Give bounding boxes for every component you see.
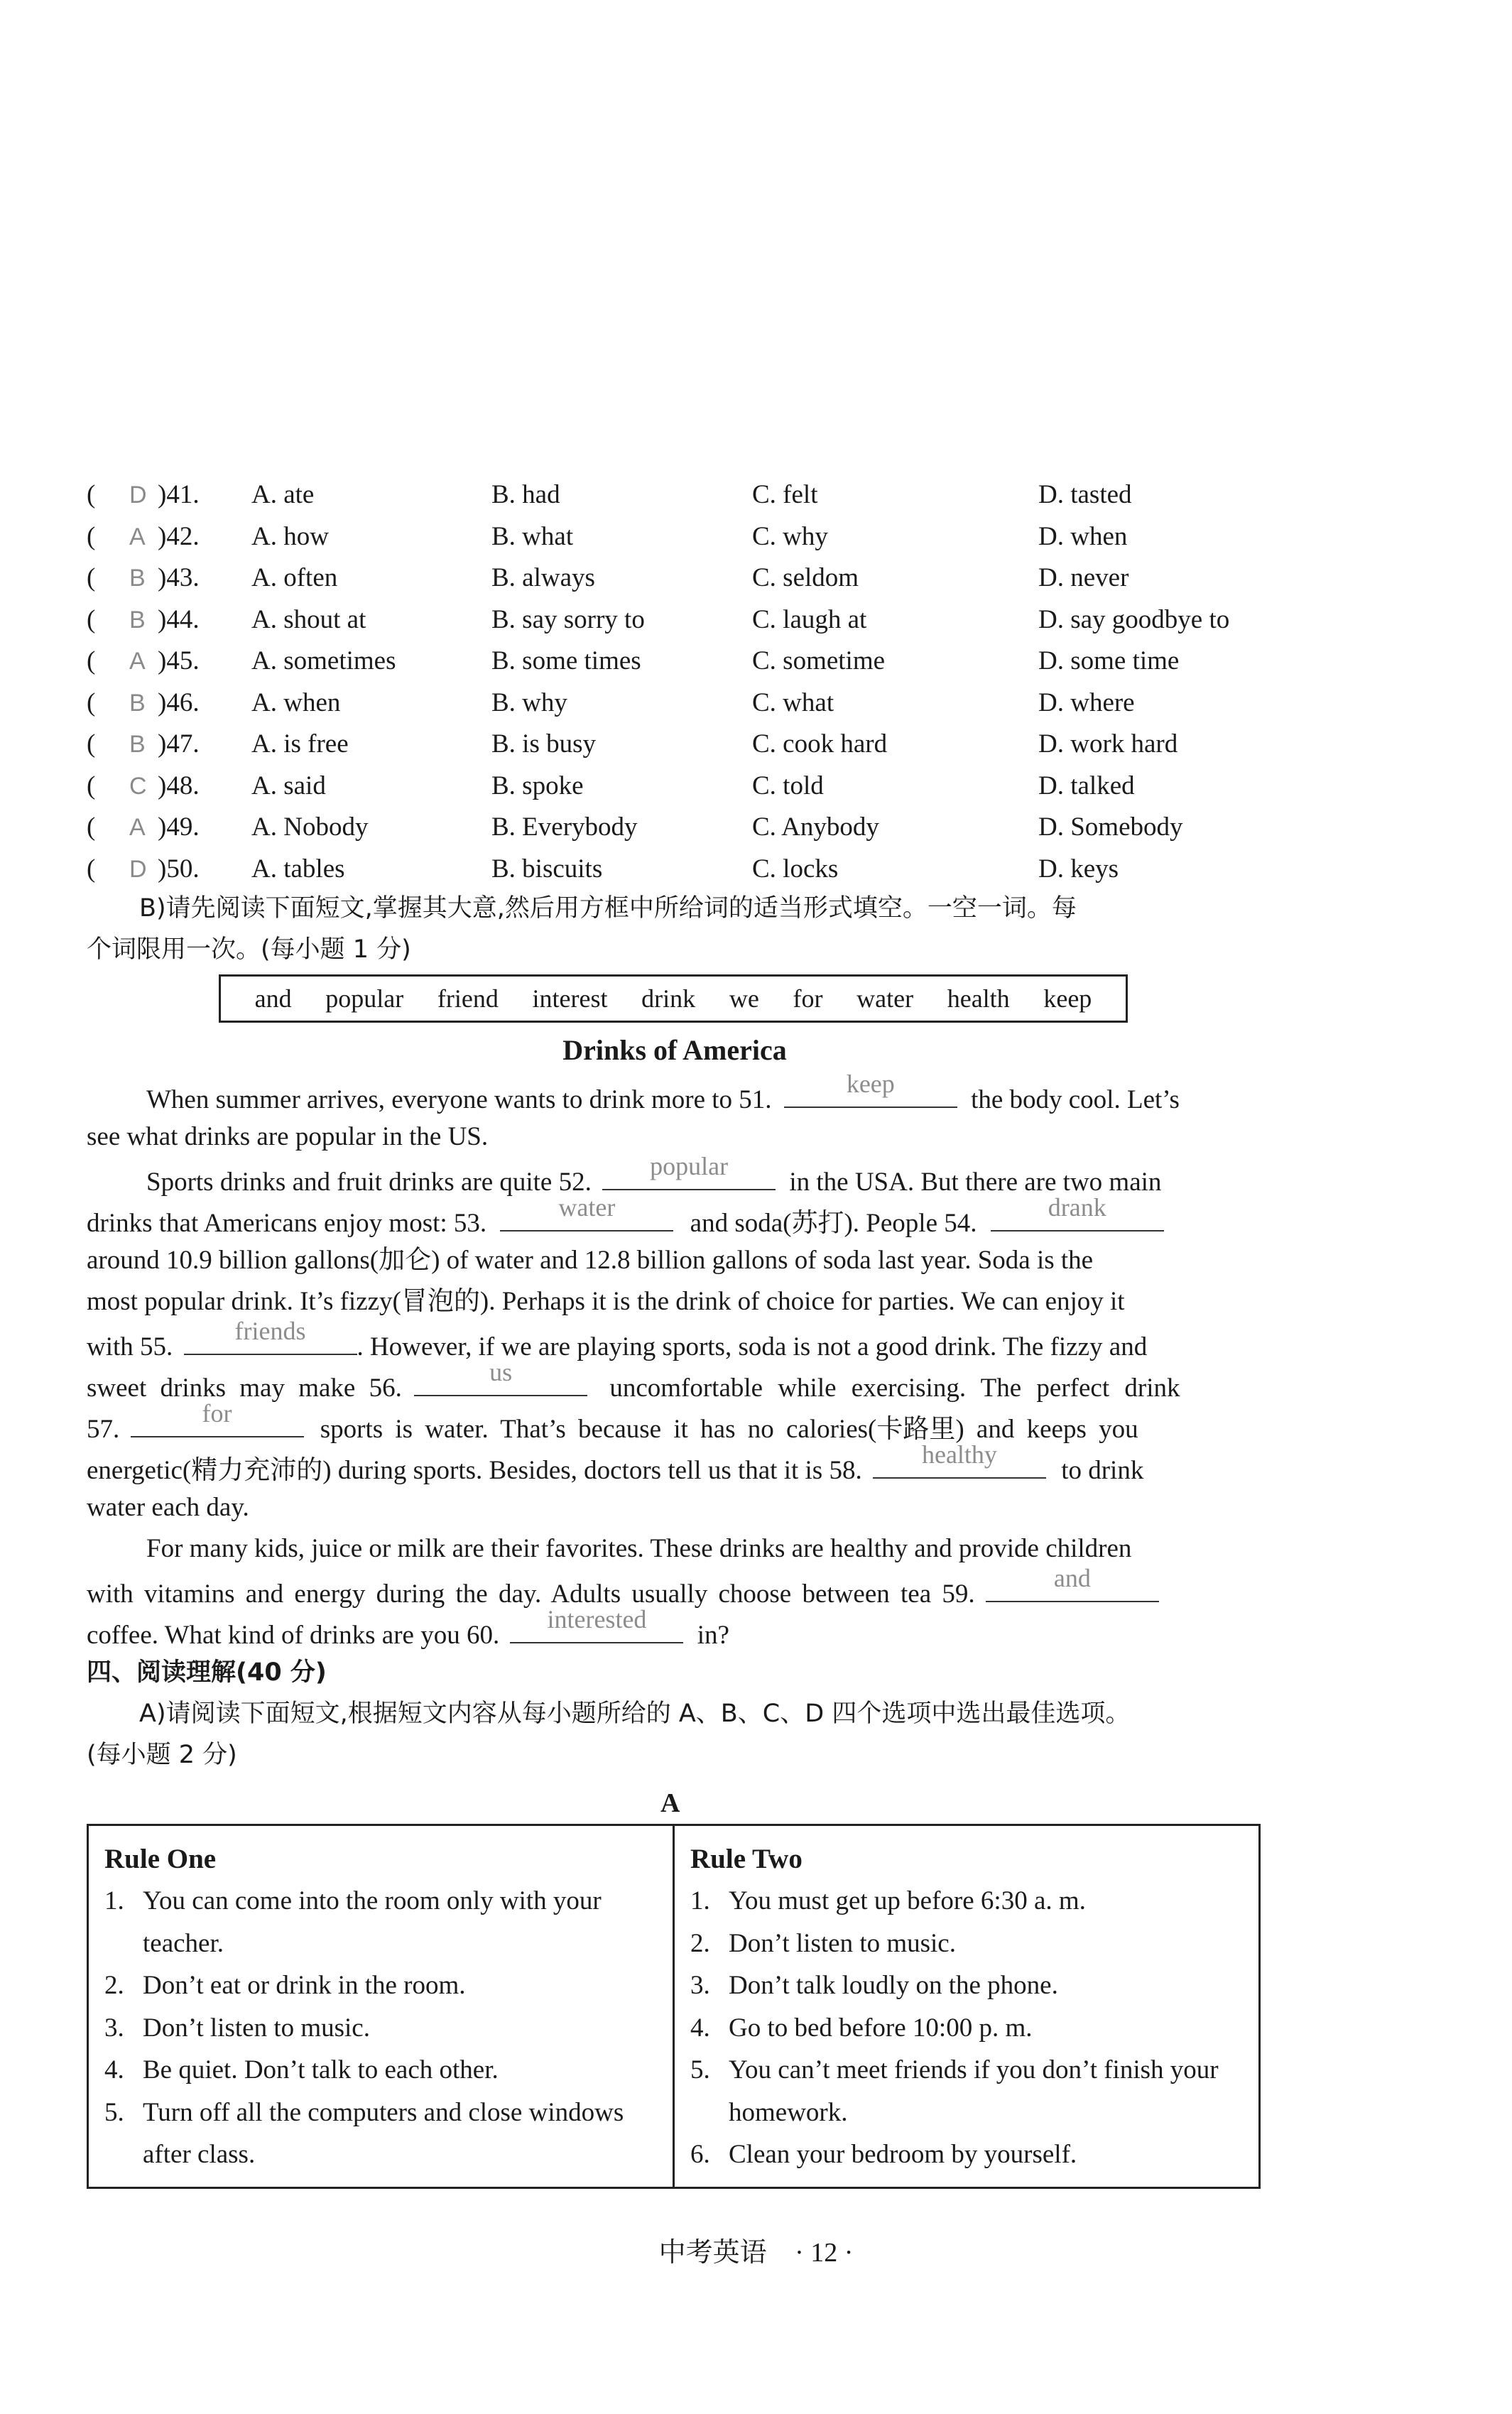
word-bank-item: interest bbox=[532, 984, 608, 1013]
text: and soda(苏打). People 54. bbox=[690, 1209, 977, 1238]
word-bank-item: keep bbox=[1043, 984, 1092, 1013]
question-row bbox=[87, 641, 1294, 683]
option-c: C. Anybody bbox=[752, 812, 879, 842]
option-a: A. Nobody bbox=[251, 812, 369, 842]
question-number: )44. bbox=[158, 604, 200, 634]
text: the body cool. Let’s bbox=[971, 1085, 1180, 1114]
rules-table bbox=[87, 1824, 1261, 2189]
rule-number: 5. bbox=[690, 2055, 710, 2084]
blank-52 bbox=[602, 1152, 776, 1190]
option-d: D. where bbox=[1038, 687, 1135, 717]
option-a: A. when bbox=[251, 687, 341, 717]
option-a: A. often bbox=[251, 563, 338, 592]
question-number: )49. bbox=[158, 812, 200, 842]
answer-59: and bbox=[1053, 1564, 1091, 1592]
word-bank-item: for bbox=[793, 984, 823, 1013]
question-row bbox=[87, 849, 1294, 891]
blank-54 bbox=[991, 1193, 1164, 1232]
passage-title: Drinks of America bbox=[562, 1034, 787, 1066]
option-b: B. why bbox=[491, 687, 567, 717]
answer-56: us bbox=[489, 1358, 513, 1386]
rule-number: 4. bbox=[104, 2055, 124, 2084]
word-bank-item: and bbox=[254, 984, 292, 1013]
rule-one-list bbox=[104, 1880, 660, 2176]
p2-line-5 bbox=[87, 1317, 1148, 1368]
p1-line-2: see what drinks are popular in the US. bbox=[87, 1122, 489, 1151]
question-number: )43. bbox=[158, 563, 200, 592]
word-bank-box bbox=[219, 974, 1128, 1023]
text: uncomfortable while exercising. The perfect drink bbox=[609, 1374, 1180, 1403]
question-row bbox=[87, 807, 1294, 849]
option-a: A. sometimes bbox=[251, 646, 396, 675]
blank-58 bbox=[873, 1440, 1046, 1479]
option-a: A. is free bbox=[251, 729, 349, 759]
answer-54: drank bbox=[1048, 1193, 1106, 1222]
question-row bbox=[87, 683, 1294, 724]
option-d: D. Somebody bbox=[1038, 812, 1183, 842]
blank-51 bbox=[784, 1070, 957, 1108]
rule-text: Don’t listen to music. bbox=[143, 2013, 370, 2043]
p3-line-1: For many kids, juice or milk are their favorites. These drinks are healthy and provide children bbox=[146, 1534, 1132, 1563]
rule-one-column bbox=[89, 1826, 673, 2187]
question-row bbox=[87, 474, 1294, 516]
rule-item bbox=[690, 1923, 1246, 1965]
rule-one-title: Rule One bbox=[104, 1844, 217, 1874]
option-b: B. always bbox=[491, 563, 595, 592]
section-4-instruction-2: (每小题 2 分) bbox=[87, 1741, 237, 1769]
text: sports is water. That’s because it has no calories(卡路里) and keeps you bbox=[320, 1415, 1138, 1444]
option-b: B. what bbox=[491, 521, 574, 551]
answer-53: water bbox=[558, 1193, 616, 1222]
option-b: B. spoke bbox=[491, 771, 584, 800]
answer-57: for bbox=[202, 1399, 232, 1428]
passage-label: A bbox=[660, 1788, 680, 1818]
word-bank-item: friend bbox=[437, 984, 499, 1013]
blank-60 bbox=[510, 1605, 683, 1643]
answer: A bbox=[129, 523, 146, 550]
option-c: C. why bbox=[752, 521, 828, 551]
rule-text: You can’t meet friends if you don’t finish your homework. bbox=[729, 2055, 1219, 2127]
option-d: D. say goodbye to bbox=[1038, 604, 1230, 634]
question-number: )48. bbox=[158, 771, 200, 800]
rule-item bbox=[104, 2007, 660, 2050]
rule-item bbox=[104, 1880, 660, 1964]
answer-55: friends bbox=[234, 1317, 306, 1345]
question-number: )41. bbox=[158, 480, 200, 509]
paren-open: ( bbox=[87, 687, 96, 717]
option-c: C. seldom bbox=[752, 563, 859, 592]
answer: B bbox=[129, 731, 146, 758]
text: in the USA. But there are two main bbox=[789, 1168, 1162, 1197]
option-c: C. cook hard bbox=[752, 729, 888, 759]
blank-56 bbox=[414, 1358, 587, 1396]
rule-number: 3. bbox=[104, 2013, 124, 2043]
rule-number: 3. bbox=[690, 1971, 710, 2000]
question-row bbox=[87, 766, 1294, 808]
text: 57. bbox=[87, 1415, 120, 1444]
rule-text: Turn off all the computers and close windows after class. bbox=[143, 2097, 624, 2169]
word-bank-item: water bbox=[856, 984, 914, 1013]
p2-line-2 bbox=[87, 1193, 1164, 1244]
question-number: )47. bbox=[158, 729, 200, 759]
answer: A bbox=[129, 814, 146, 841]
option-d: D. keys bbox=[1038, 854, 1119, 883]
option-b: B. some times bbox=[491, 646, 641, 675]
text: with 55. bbox=[87, 1332, 173, 1361]
answer-51: keep bbox=[846, 1070, 895, 1098]
word-bank-item: we bbox=[729, 984, 759, 1013]
section-b-instruction bbox=[139, 888, 1261, 929]
text: sweet drinks may make 56. bbox=[87, 1374, 402, 1403]
paren-open: ( bbox=[87, 729, 96, 759]
question-number: )50. bbox=[158, 854, 200, 883]
paren-open: ( bbox=[87, 854, 96, 883]
rule-number: 2. bbox=[104, 1971, 124, 2000]
paren-open: ( bbox=[87, 812, 96, 842]
question-number: )46. bbox=[158, 687, 200, 717]
page-footer bbox=[0, 2230, 1512, 2269]
rule-item bbox=[690, 2133, 1246, 2176]
rule-number: 2. bbox=[690, 1928, 710, 1958]
answer-58: healthy bbox=[921, 1440, 997, 1469]
rule-text: Don’t eat or drink in the room. bbox=[143, 1971, 466, 2000]
rule-item bbox=[690, 2007, 1246, 2050]
rule-item bbox=[690, 1964, 1246, 2007]
rule-number: 1. bbox=[690, 1886, 710, 1915]
p1-line-1 bbox=[146, 1070, 1180, 1121]
option-c: C. locks bbox=[752, 854, 839, 883]
rule-item bbox=[104, 1964, 660, 2007]
paren-open: ( bbox=[87, 604, 96, 634]
blank-59 bbox=[986, 1564, 1159, 1602]
book-title: 中考英语 bbox=[658, 2236, 767, 2268]
rule-item bbox=[690, 1880, 1246, 1923]
option-c: C. felt bbox=[752, 480, 818, 509]
rule-text: You can come into the room only with your teacher. bbox=[143, 1886, 602, 1958]
answer-60: interested bbox=[547, 1605, 647, 1633]
text: . However, if we are playing sports, soda is not a good drink. The fizzy and bbox=[357, 1332, 1148, 1361]
word-bank-item: popular bbox=[325, 984, 404, 1013]
option-d: D. some time bbox=[1038, 646, 1180, 675]
rule-item bbox=[690, 2049, 1246, 2133]
rule-item bbox=[104, 2049, 660, 2092]
text: coffee. What kind of drinks are you 60. bbox=[87, 1621, 500, 1650]
option-d: D. tasted bbox=[1038, 480, 1132, 509]
p2-line-4: most popular drink. It’s fizzy(冒泡的). Perhaps it is the drink of choice for parties. We can enjoy it bbox=[87, 1287, 1125, 1316]
question-row bbox=[87, 599, 1294, 641]
option-c: C. laugh at bbox=[752, 604, 867, 634]
paren-open: ( bbox=[87, 563, 96, 592]
option-c: C. told bbox=[752, 771, 824, 800]
blank-55 bbox=[184, 1317, 357, 1355]
p2-line-8 bbox=[87, 1440, 1144, 1491]
text: drinks that Americans enjoy most: 53. bbox=[87, 1209, 487, 1238]
rule-text: Don’t talk loudly on the phone. bbox=[729, 1971, 1058, 2000]
option-d: D. when bbox=[1038, 521, 1128, 551]
text: When summer arrives, everyone wants to drink more to 51. bbox=[146, 1085, 772, 1114]
question-number: )45. bbox=[158, 646, 200, 675]
answer: B bbox=[129, 565, 146, 592]
option-a: A. shout at bbox=[251, 604, 366, 634]
rule-two-title: Rule Two bbox=[690, 1844, 803, 1874]
rule-number: 1. bbox=[104, 1886, 124, 1915]
blank-53 bbox=[500, 1193, 673, 1232]
question-row bbox=[87, 724, 1294, 766]
answer-52: popular bbox=[650, 1152, 729, 1180]
answer: D bbox=[129, 482, 147, 509]
rule-text: Clean your bedroom by yourself. bbox=[729, 2140, 1077, 2169]
rule-text: You must get up before 6:30 a. m. bbox=[729, 1886, 1086, 1915]
rule-item bbox=[104, 2092, 660, 2176]
instruction-line-1: B)请先阅读下面短文,掌握其大意,然后用方框中所给词的适当形式填空。一空一词。每 bbox=[139, 894, 1077, 923]
option-b: B. biscuits bbox=[491, 854, 603, 883]
text: energetic(精力充沛的) during sports. Besides, doctors tell us that it is 58. bbox=[87, 1456, 862, 1485]
p2-line-3: around 10.9 billion gallons(加仑) of water and 12.8 billion gallons of soda last year. Soda is the bbox=[87, 1246, 1094, 1275]
question-row bbox=[87, 516, 1294, 558]
option-b: B. had bbox=[491, 480, 560, 509]
multiple-choice-list bbox=[87, 474, 1294, 890]
paren-open: ( bbox=[87, 646, 96, 675]
paren-open: ( bbox=[87, 771, 96, 800]
text: to drink bbox=[1061, 1456, 1144, 1485]
rule-number: 5. bbox=[104, 2097, 124, 2127]
option-c: C. what bbox=[752, 687, 834, 717]
rule-text: Don’t listen to music. bbox=[729, 1928, 956, 1958]
answer: A bbox=[129, 648, 146, 675]
option-b: B. is busy bbox=[491, 729, 597, 759]
instruction-line-2: 个词限用一次。(每小题 1 分) bbox=[87, 935, 411, 964]
option-a: A. tables bbox=[251, 854, 345, 883]
p3-line-3 bbox=[87, 1605, 729, 1656]
option-d: D. work hard bbox=[1038, 729, 1178, 759]
blank-57 bbox=[131, 1399, 304, 1437]
option-a: A. ate bbox=[251, 480, 315, 509]
option-a: A. how bbox=[251, 521, 329, 551]
question-number: )42. bbox=[158, 521, 200, 551]
answer: D bbox=[129, 855, 147, 883]
word-bank-item: health bbox=[947, 984, 1010, 1013]
p2-line-9: water each day. bbox=[87, 1493, 249, 1522]
option-b: B. say sorry to bbox=[491, 604, 645, 634]
option-d: D. never bbox=[1038, 563, 1129, 592]
rule-number: 4. bbox=[690, 2013, 710, 2043]
section-b-instruction-2 bbox=[87, 929, 411, 970]
paren-open: ( bbox=[87, 521, 96, 551]
section-4-instruction-1: A)请阅读下面短文,根据短文内容从每小题所给的 A、B、C、D 四个选项中选出最佳选项。 bbox=[139, 1700, 1131, 1728]
text: in? bbox=[697, 1621, 729, 1650]
rule-two-list bbox=[690, 1880, 1246, 2176]
option-b: B. Everybody bbox=[491, 812, 638, 842]
text: Sports drinks and fruit drinks are quite 52. bbox=[146, 1168, 592, 1197]
page-number: · 12 · bbox=[795, 2238, 854, 2268]
section-4-heading: 四、阅读理解(40 分) bbox=[87, 1658, 327, 1687]
paren-open: ( bbox=[87, 480, 96, 509]
option-a: A. said bbox=[251, 771, 326, 800]
option-c: C. sometime bbox=[752, 646, 886, 675]
option-d: D. talked bbox=[1038, 771, 1135, 800]
answer: B bbox=[129, 606, 146, 634]
rule-text: Be quiet. Don’t talk to each other. bbox=[143, 2055, 499, 2084]
rule-two-column bbox=[673, 1826, 1258, 2187]
text: with vitamins and energy during the day. Adults usually choose between tea 59. bbox=[87, 1580, 975, 1609]
question-row bbox=[87, 558, 1294, 599]
answer: C bbox=[129, 772, 147, 800]
word-bank-item: drink bbox=[641, 984, 696, 1013]
rule-number: 6. bbox=[690, 2140, 710, 2169]
rule-text: Go to bed before 10:00 p. m. bbox=[729, 2013, 1033, 2043]
answer: B bbox=[129, 689, 146, 717]
